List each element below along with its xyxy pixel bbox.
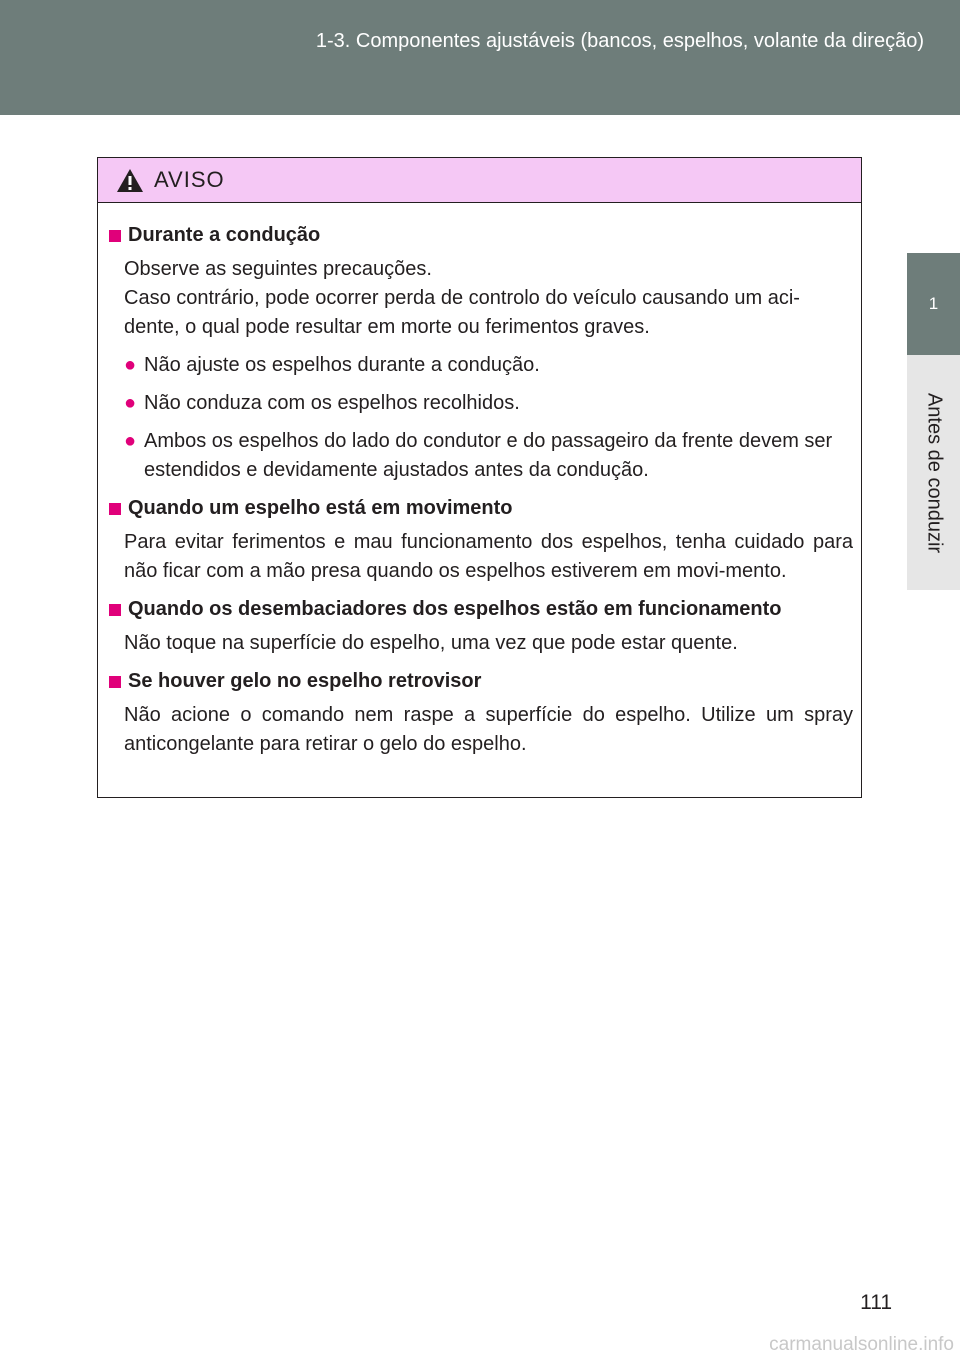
round-bullet-icon: ● [124, 392, 137, 414]
paragraph-line: Caso contrário, pode ocorrer perda de controlo do veículo causando um aci-dente, o qual pode resultar em morte ou ferimentos graves. [124, 287, 800, 338]
header-band [0, 0, 960, 115]
section-heading [109, 595, 853, 624]
paragraph [109, 255, 853, 342]
bullet-item [109, 351, 853, 380]
section-heading-text: Se houver gelo no espelho retrovisor [128, 670, 482, 692]
watermark: carmanualsonline.info [769, 1334, 954, 1355]
bullet-item [109, 427, 853, 485]
section-heading [109, 494, 853, 523]
bullet-text: Não ajuste os espelhos durante a condução. [144, 354, 540, 376]
square-bullet-icon [109, 604, 121, 616]
section-heading-text: Quando um espelho está em movimento [128, 497, 513, 519]
square-bullet-icon [109, 230, 121, 242]
chapter-tab[interactable] [907, 253, 960, 355]
square-bullet-icon [109, 676, 121, 688]
warning-title: AVISO [154, 167, 225, 192]
warning-content [98, 203, 861, 759]
paragraph-line: Observe as seguintes precauções. [124, 258, 432, 280]
bullet-item [109, 389, 853, 418]
paragraph: Para evitar ferimentos e mau funcionamento dos espelhos, tenha cuidado para não ficar com a mão presa quando os espelhos estiverem em movi-mento. [124, 531, 853, 582]
page-number: 111 [860, 1291, 892, 1314]
round-bullet-icon: ● [124, 354, 137, 376]
round-bullet-icon: ● [124, 430, 137, 452]
paragraph: Não acione o comando nem raspe a superfície do espelho. Utilize um spray anticongelante para retirar o gelo do espelho. [124, 704, 853, 755]
paragraph: Não toque na superfície do espelho, uma vez que pode estar quente. [124, 632, 738, 654]
square-bullet-icon [109, 503, 121, 515]
bullet-text: Ambos os espelhos do lado do condutor e do passageiro da frente devem ser estendidos e devidamente ajustados antes da condução. [144, 430, 833, 481]
section-heading-text: Quando os desembaciadores dos espelhos estão em funcionamento [128, 598, 782, 620]
warning-header [98, 158, 861, 203]
chapter-number: 1 [928, 294, 939, 313]
chapter-label: Antes de conduzir [923, 392, 945, 553]
section-heading [109, 221, 853, 250]
section-heading-text: Durante a condução [128, 224, 321, 246]
chapter-strip [907, 355, 960, 590]
bullet-text: Não conduza com os espelhos recolhidos. [144, 392, 520, 414]
warning-triangle-icon [116, 168, 144, 193]
warning-box [97, 157, 862, 798]
section-title: 1-3. Componentes ajustáveis (bancos, espelhos, volante da direção) [315, 30, 924, 52]
section-heading [109, 667, 853, 696]
